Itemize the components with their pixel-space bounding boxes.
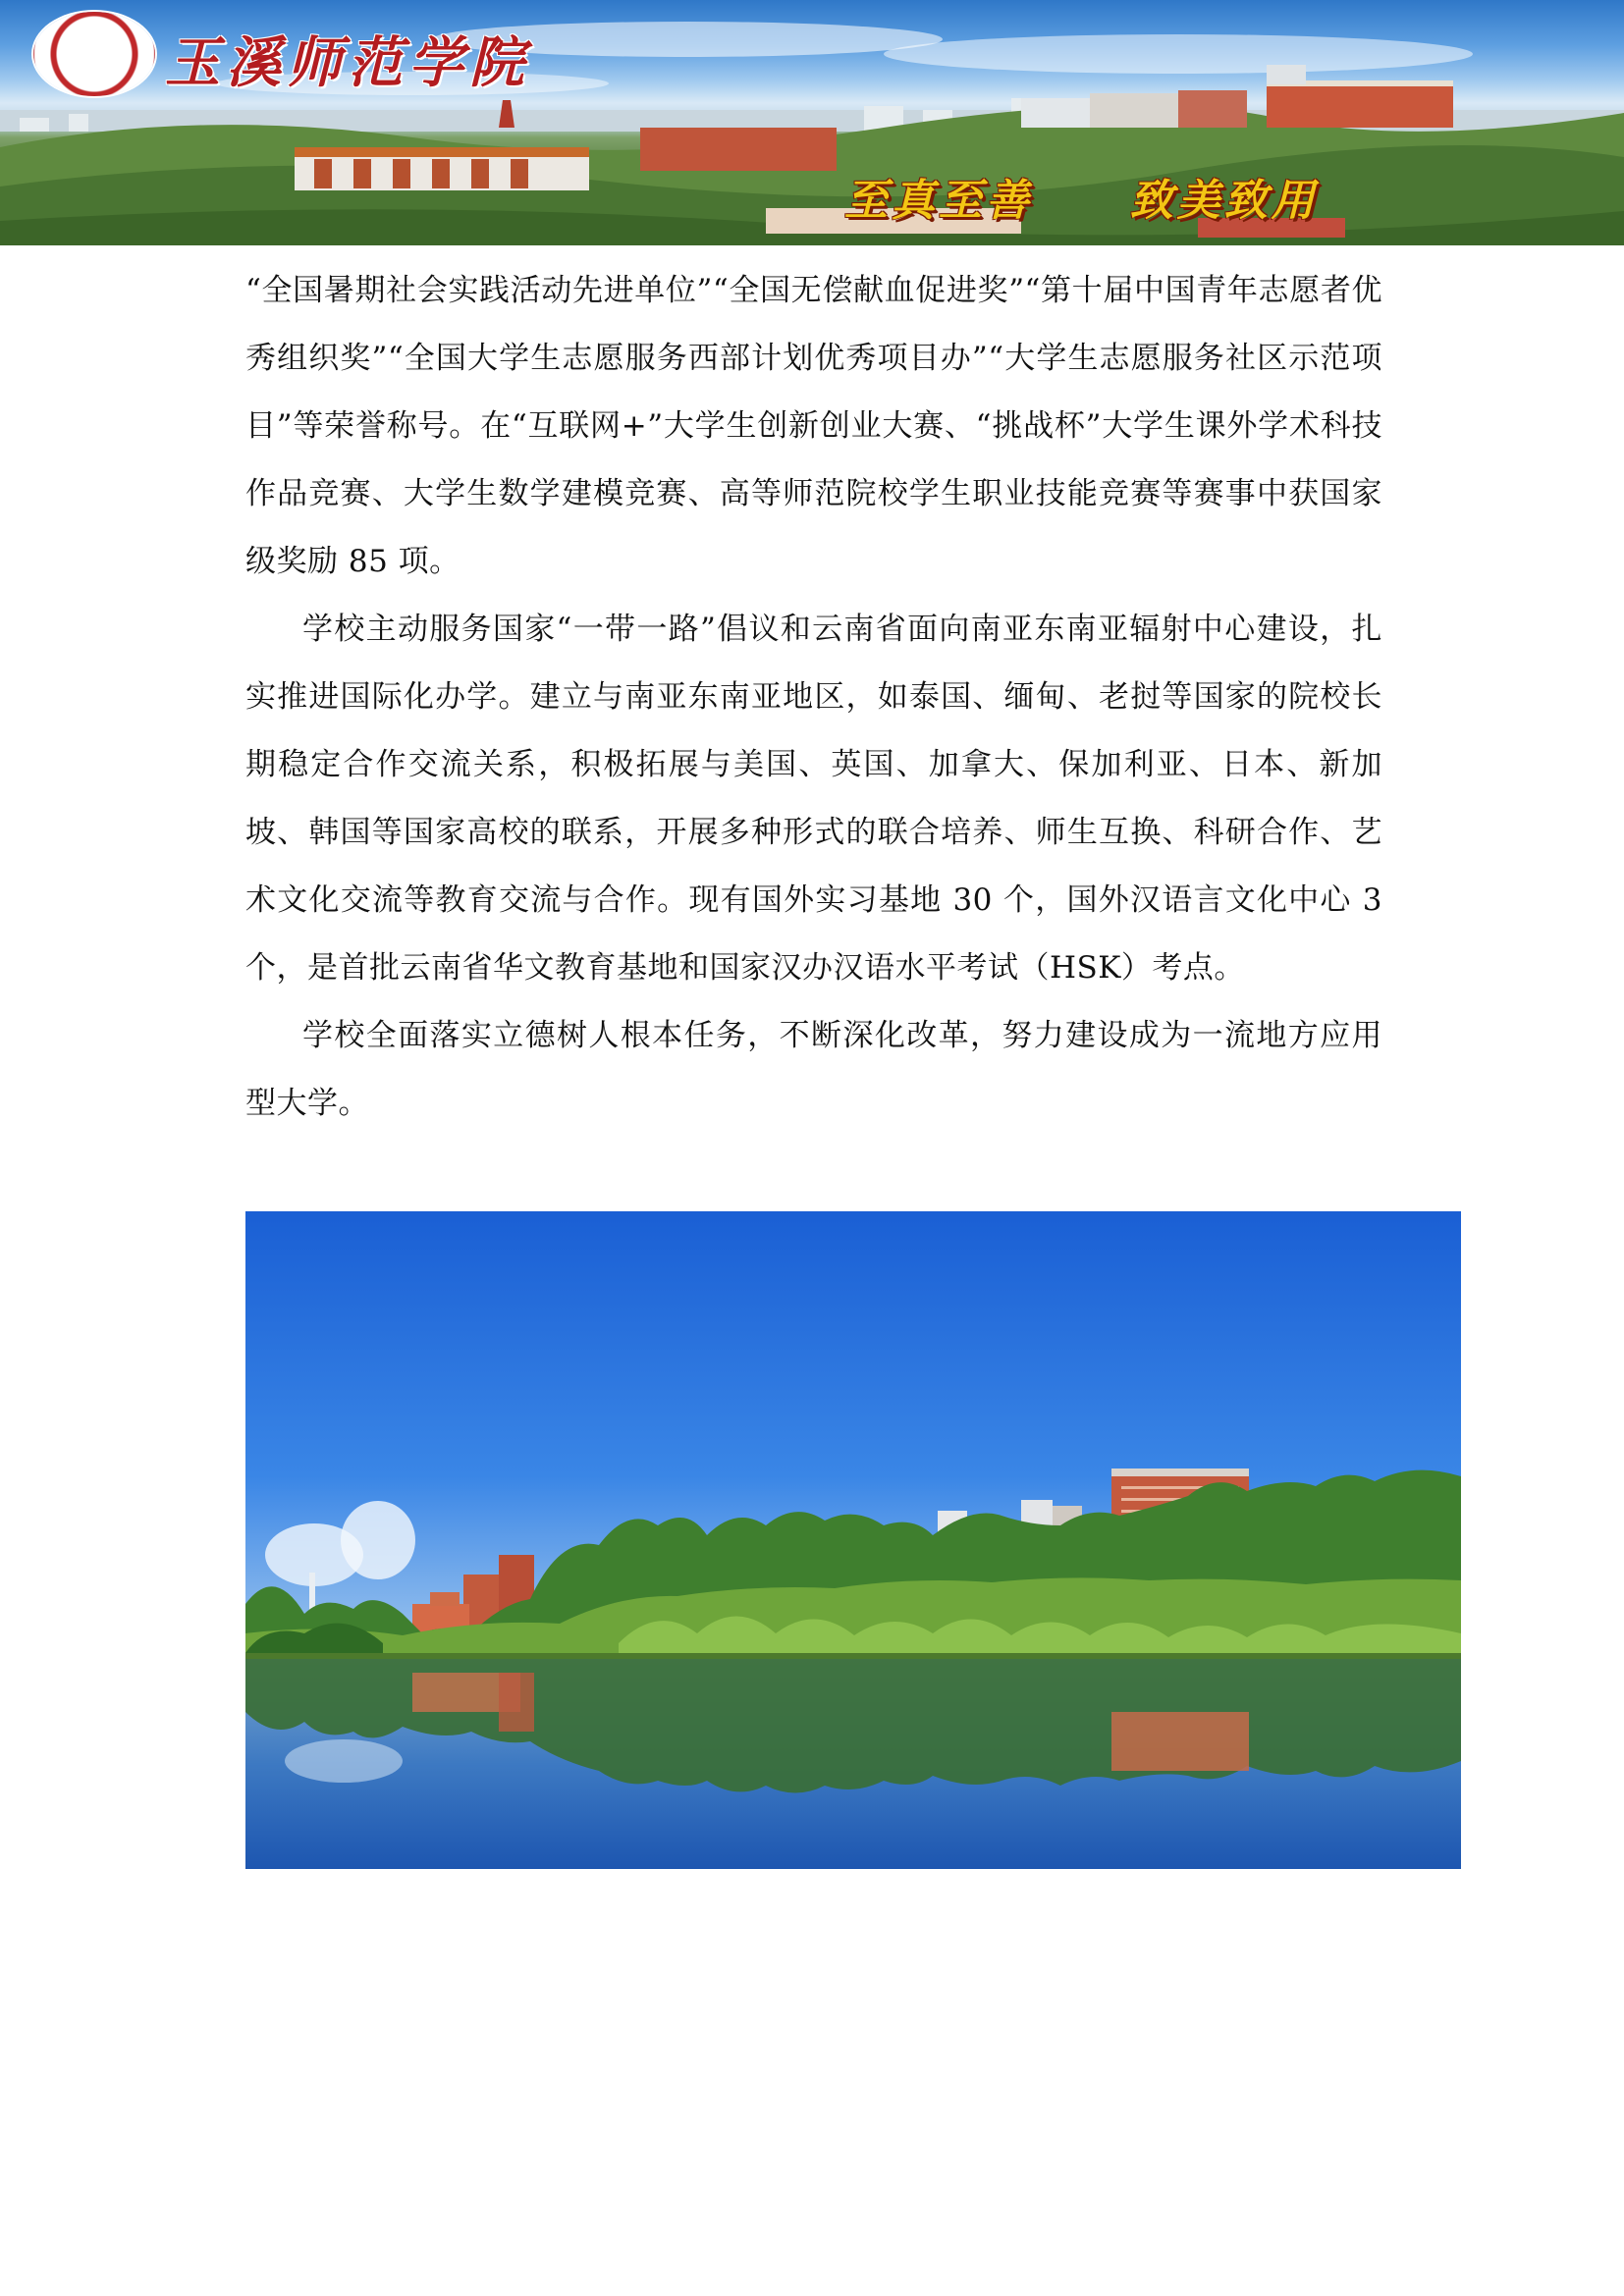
article-body	[245, 257, 1382, 1138]
paragraph: 学校主动服务国家“一带一路”倡议和云南省面向南亚东南亚辐射中心建设，扎实推进国际化办学。建立与南亚东南亚地区，如泰国、缅甸、老挝等国家的院校长期稳定合作交流关系，积极拓展与美国、英国、加拿大、保加利亚、日本、新加坡、韩国等国家高校的联系，开展多种形式的联合培养、师生互换、科研合作、艺术文化交流等教育交流与合作。现有国外实习基地 30 个，国外汉语言文化中心 3 个，是首批云南省华文教育基地和国家汉办汉语水平考试（HSK）考点。	[245, 612, 1382, 986]
university-seal-logo	[33, 12, 155, 96]
paragraph: “全国暑期社会实践活动先进单位”“全国无偿献血促进奖”“第十届中国青年志愿者优秀组织奖”“全国大学生志愿服务西部计划优秀项目办”“大学生志愿服务社区示范项目”等荣誉称号。在“互联网+”大学生创新创业大赛、“挑战杯”大学生课外学术科技作品竞赛、大学生数学建模竞赛、高等师范院校学生职业技能竞赛等赛事中获国家级奖励 85 项。	[245, 273, 1382, 579]
university-motto: 至真至善 致美致用	[844, 176, 1319, 226]
paragraph: 学校全面落实立德树人根本任务，不断深化改革，努力建设成为一流地方应用型大学。	[245, 1018, 1382, 1121]
university-name-logo: 玉溪师范学院	[165, 30, 530, 95]
campus-lake-photo	[245, 1211, 1461, 1869]
header-banner	[0, 0, 1624, 245]
